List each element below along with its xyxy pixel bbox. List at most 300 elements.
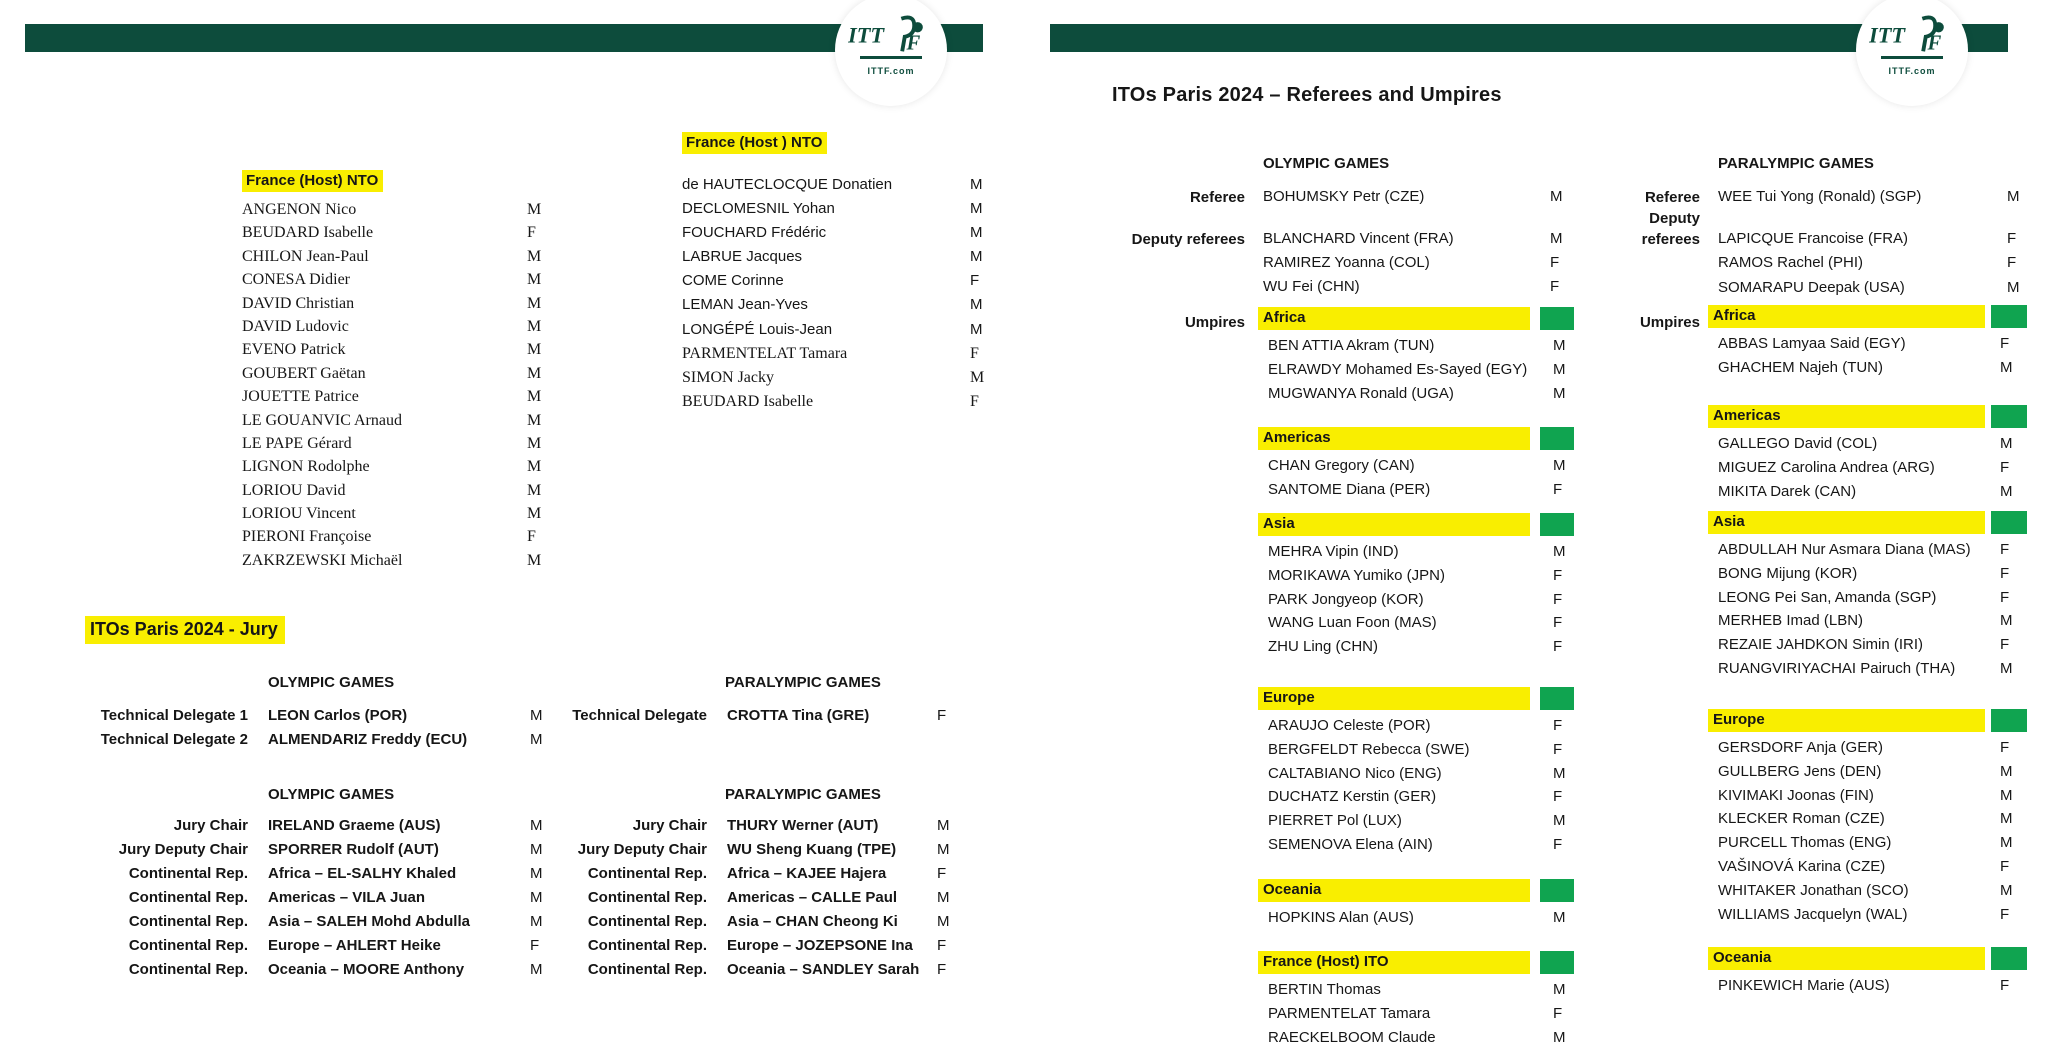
umpire-group-paralympic-americas [1708, 405, 2048, 506]
gender-value: F [970, 392, 979, 410]
person-row [242, 295, 582, 318]
person-row [242, 318, 582, 341]
gender-value: F [2000, 977, 2010, 994]
gender-value: M [527, 458, 542, 476]
person-row [1718, 483, 2048, 507]
person-row [1268, 765, 1598, 789]
gender-value: M [530, 961, 543, 979]
person-name: SPORRER Rudolf (AUT) [268, 841, 439, 859]
gender-value: M [937, 889, 950, 907]
jury-delegates-paralympic [545, 707, 1025, 731]
nto-list-1 [242, 201, 582, 575]
person-name: REZAIE JAHDKON Simin (IRI) [1718, 636, 1924, 654]
person-name: Americas – CALLE Paul [727, 889, 898, 907]
person-row [242, 528, 582, 551]
green-marker [1540, 513, 1574, 536]
role-label: Jury Chair [632, 817, 707, 834]
region-band [1708, 305, 1985, 328]
person-row [242, 365, 582, 388]
person-name: SEMENOVA Elena (AIN) [1268, 835, 1433, 853]
person-name: COME Corinne [682, 272, 784, 290]
person-name: ANGENON Nico [242, 201, 357, 218]
green-marker [1991, 305, 2027, 328]
role-label: Technical Delegate 2 [100, 731, 248, 749]
region-label: Oceania [1713, 949, 1772, 966]
role-label: Continental Rep. [128, 865, 248, 883]
role-label: Continental Rep. [587, 913, 707, 931]
person-row [1718, 279, 2048, 303]
person-row [242, 412, 582, 435]
person-row [1718, 763, 2048, 787]
region-band [1258, 951, 1530, 974]
svg-text:ITT: ITT [848, 22, 885, 48]
gender-value: M [1553, 457, 1566, 474]
gender-value: F [937, 865, 947, 883]
logo-site-text: ITTF.com [867, 66, 915, 76]
gender-value: M [1553, 384, 1566, 402]
person-row [1268, 543, 1598, 567]
person-name: PIERRET Pol (LUX) [1268, 812, 1402, 830]
gender-value: F [937, 961, 947, 979]
gender-value: M [1553, 543, 1566, 560]
person-row [682, 224, 1022, 248]
person-row [1718, 882, 2048, 906]
person-name: WU Fei (CHN) [1263, 278, 1360, 296]
gender-value: M [527, 434, 542, 452]
gender-value: F [1550, 278, 1560, 296]
jury-title: ITOs Paris 2024 - Jury [85, 616, 285, 644]
gender-value: M [527, 317, 542, 335]
person-row [682, 176, 1022, 200]
gender-value: M [527, 341, 542, 359]
ittf-logo-right [1856, 0, 1968, 106]
logo-underline [1881, 56, 1943, 59]
person-name: BERGFELDT Rebecca (SWE) [1268, 740, 1470, 758]
person-name: BEN ATTIA Akram (TUN) [1268, 337, 1435, 354]
gender-value: F [1553, 740, 1563, 758]
olympic-games-header: OLYMPIC GAMES [268, 674, 395, 691]
official-row [545, 961, 1025, 985]
gender-value: F [970, 272, 980, 290]
paralympic-games-header: PARALYMPIC GAMES [725, 786, 881, 803]
person-row [682, 369, 1022, 393]
umpire-group-paralympic-oceania [1708, 947, 2048, 1001]
umpire-group-france-host-ito [1258, 951, 1598, 1052]
person-row [242, 482, 582, 505]
region-label: Asia [1713, 513, 1745, 530]
person-name: de HAUTECLOCQUE Donatien [682, 176, 893, 193]
person-name: ZAKRZEWSKI Michaël [242, 551, 403, 569]
person-row [1268, 981, 1598, 1005]
gender-value: M [2000, 482, 2013, 500]
gender-value: F [1553, 835, 1563, 853]
region-label: Americas [1713, 407, 1781, 424]
gender-value: M [1553, 1028, 1566, 1046]
gender-value: F [2000, 335, 2010, 352]
region-band [1708, 511, 1985, 534]
green-marker [1991, 405, 2027, 428]
person-name: ALMENDARIZ Freddy (ECU) [268, 731, 468, 749]
person-name: Oceania – SANDLEY Sarah [727, 961, 920, 979]
official-row [545, 937, 1025, 961]
gender-value: M [1553, 764, 1566, 782]
paralympic-games-header: PARALYMPIC GAMES [1718, 155, 1874, 172]
gender-value: M [937, 841, 950, 859]
person-name: LORIOU David [242, 481, 346, 499]
gender-value: M [527, 551, 542, 569]
gender-value: M [2007, 278, 2020, 296]
person-name: Asia – CHAN Cheong Ki [727, 913, 898, 931]
person-row [1263, 188, 1603, 212]
role-label: Continental Rep. [587, 889, 707, 907]
person-row [1718, 335, 2048, 359]
gender-value: F [937, 707, 947, 724]
gender-value: F [1553, 590, 1563, 608]
region-band [1258, 307, 1530, 330]
person-name: THURY Werner (AUT) [727, 817, 879, 834]
umpires-label: Umpires [1184, 314, 1245, 331]
referee-label: Referee [1644, 189, 1700, 206]
person-name: PINKEWICH Marie (AUS) [1718, 977, 1890, 994]
person-name: LONGÉPÉ Louis-Jean [682, 320, 833, 338]
gender-value: M [970, 200, 983, 218]
person-name: KIVIMAKI Joonas (FIN) [1718, 786, 1874, 804]
person-name: MEHRA Vipin (IND) [1268, 543, 1399, 560]
green-marker [1540, 687, 1574, 710]
nto-list-2 [682, 176, 1022, 417]
person-row [1263, 278, 1603, 302]
umpire-group-paralympic-asia [1708, 511, 2048, 684]
gender-value: M [970, 320, 983, 338]
person-name: BEUDARD Isabelle [242, 224, 374, 242]
gender-value: M [527, 388, 542, 406]
person-row [1718, 435, 2048, 459]
official-row [545, 817, 1025, 841]
gender-value: F [1553, 788, 1563, 806]
person-row [1268, 1029, 1598, 1053]
region-label: Europe [1713, 711, 1765, 728]
person-name: Asia – SALEH Mohd Abdulla [268, 913, 470, 931]
gender-value: F [1553, 566, 1563, 584]
person-name: CALTABIANO Nico (ENG) [1268, 764, 1442, 782]
ittf-logo-left [835, 0, 947, 106]
person-name: SOMARAPU Deepak (USA) [1718, 278, 1905, 296]
official-row [545, 913, 1025, 937]
umpire-group-olympic-africa [1258, 307, 1598, 408]
gender-value: F [2007, 230, 2017, 247]
svg-text:F: F [1927, 32, 1942, 55]
gender-value: M [527, 505, 542, 523]
person-name: Europe – AHLERT Heike [268, 937, 441, 955]
person-row [682, 248, 1022, 272]
person-row [1268, 1005, 1598, 1029]
gender-value: M [527, 364, 542, 382]
gender-value: F [2000, 564, 2010, 582]
person-name: WEE Tui Yong (Ronald) (SGP) [1718, 188, 1922, 205]
person-name: BLANCHARD Vincent (FRA) [1263, 230, 1454, 247]
region-band [1708, 947, 1985, 970]
person-row [1268, 812, 1598, 836]
gender-value: M [970, 368, 985, 386]
person-name: DAVID Christian [242, 294, 355, 312]
person-row [1268, 638, 1598, 662]
person-row [1268, 385, 1598, 409]
person-row [1268, 717, 1598, 741]
region-band [1708, 405, 1985, 428]
person-name: ZHU Ling (CHN) [1268, 638, 1379, 656]
region-band [1258, 879, 1530, 902]
person-name: BOHUMSKY Petr (CZE) [1263, 188, 1425, 205]
person-row [1268, 337, 1598, 361]
ittf-logo-mark-icon [1856, 14, 1968, 56]
person-name: GOUBERT Gaëtan [242, 364, 366, 382]
person-row [242, 248, 582, 271]
role-label: Continental Rep. [128, 961, 248, 979]
person-row [1268, 591, 1598, 615]
person-name: WHITAKER Jonathan (SCO) [1718, 881, 1909, 899]
official-row [545, 865, 1025, 889]
role-label: Continental Rep. [128, 937, 248, 955]
deputy-referees-label-line2: referees [1641, 231, 1700, 248]
gender-value: M [2007, 188, 2020, 205]
paralympic-referee-row [1718, 188, 2048, 212]
gender-value: M [527, 481, 542, 499]
gender-value: M [970, 176, 983, 193]
person-row [242, 435, 582, 458]
person-row [1718, 541, 2048, 565]
gender-value: M [2000, 435, 2013, 452]
person-row [682, 345, 1022, 369]
person-row [1718, 612, 2048, 636]
person-row [1268, 457, 1598, 481]
person-name: SIMON Jacky [682, 368, 774, 386]
umpire-group-paralympic-africa [1708, 305, 2048, 383]
person-row [682, 200, 1022, 224]
jury-chairs-paralympic [545, 817, 1025, 985]
gender-value: M [530, 817, 543, 834]
gender-value: M [527, 247, 542, 265]
referee-label: Referee [1189, 189, 1245, 206]
person-name: LEON Carlos (POR) [268, 707, 408, 724]
region-label: Africa [1263, 309, 1306, 326]
gender-value: F [1553, 614, 1563, 632]
official-row [85, 731, 645, 755]
person-name: MERHEB Imad (LBN) [1718, 612, 1864, 630]
person-row [242, 552, 582, 575]
person-name: GALLEGO David (COL) [1718, 435, 1878, 452]
person-name: WILLIAMS Jacquelyn (WAL) [1718, 905, 1908, 923]
person-name: MIGUEZ Carolina Andrea (ARG) [1718, 458, 1935, 476]
person-name: CROTTA Tina (GRE) [727, 707, 870, 724]
person-name: GHACHEM Najeh (TUN) [1718, 358, 1884, 376]
logo-underline [860, 56, 922, 59]
person-name: DUCHATZ Kerstin (GER) [1268, 788, 1437, 806]
person-row [242, 224, 582, 247]
person-row [1268, 567, 1598, 591]
person-row [242, 458, 582, 481]
olympic-referee-row [1263, 188, 1603, 212]
region-band [1258, 427, 1530, 450]
gender-value: M [530, 865, 543, 883]
green-marker [1991, 947, 2027, 970]
page-title: ITOs Paris 2024 – Referees and Umpires [1112, 84, 1502, 106]
umpires-label: Umpires [1639, 314, 1700, 331]
person-row [1263, 230, 1603, 254]
person-name: SANTOME Diana (PER) [1268, 480, 1431, 498]
person-name: IRELAND Graeme (AUS) [268, 817, 441, 834]
person-row [1718, 739, 2048, 763]
person-row [1718, 359, 2048, 383]
person-name: PIERONI Françoise [242, 528, 372, 546]
person-name: LORIOU Vincent [242, 505, 356, 523]
person-row [1718, 230, 2048, 254]
person-row [1268, 909, 1598, 933]
gender-value: F [970, 344, 979, 362]
person-name: PARK Jongyeop (KOR) [1268, 590, 1424, 608]
person-name: HOPKINS Alan (AUS) [1268, 909, 1414, 926]
person-name: RAMOS Rachel (PHI) [1718, 254, 1864, 272]
gender-value: M [530, 731, 543, 749]
person-row [1718, 660, 2048, 684]
gender-value: F [2000, 458, 2010, 476]
gender-value: M [937, 913, 950, 931]
person-row [1718, 906, 2048, 930]
person-name: WANG Luan Foon (MAS) [1268, 614, 1437, 632]
deputy-referees-label: Deputy referees [1131, 231, 1245, 248]
gender-value: M [527, 201, 542, 218]
person-name: GULLBERG Jens (DEN) [1718, 762, 1882, 780]
gender-value: M [2000, 762, 2013, 780]
paralympic-games-header: PARALYMPIC GAMES [725, 674, 881, 691]
region-band [1708, 709, 1985, 732]
gender-value: F [1550, 254, 1560, 272]
gender-value: M [530, 913, 543, 931]
gender-value: F [2007, 254, 2017, 272]
person-name: Europe – JOZEPSONE Ina [727, 937, 913, 955]
gender-value: M [530, 707, 543, 724]
gender-value: M [527, 271, 542, 289]
gender-value: M [2000, 881, 2013, 899]
green-marker [1991, 511, 2027, 534]
person-row [1718, 834, 2048, 858]
ittf-logo-mark-icon [835, 14, 947, 56]
person-name: EVENO Patrick [242, 341, 346, 359]
person-name: DECLOMESNIL Yohan [682, 200, 835, 218]
green-marker [1540, 307, 1574, 330]
region-label: Oceania [1263, 881, 1322, 898]
person-name: VAŠINOVÁ Karina (CZE) [1718, 857, 1886, 875]
person-row [1718, 977, 2048, 1001]
person-row [1268, 836, 1598, 860]
official-row [545, 707, 1025, 731]
person-row [1718, 565, 2048, 589]
gender-value: M [2000, 659, 2013, 677]
umpire-group-paralympic-europe [1708, 709, 2048, 929]
person-row [242, 201, 582, 224]
umpire-group-olympic-asia [1258, 513, 1598, 662]
gender-value: M [970, 224, 983, 242]
logo-site-text: ITTF.com [1888, 66, 1936, 76]
person-name: DAVID Ludovic [242, 317, 349, 335]
person-name: LE PAPE Gérard [242, 434, 352, 452]
deputy-referees-label-line1: Deputy [1649, 210, 1700, 227]
person-name: ELRAWDY Mohamed Es-Sayed (EGY) [1268, 360, 1528, 378]
gender-value: M [2000, 834, 2013, 852]
person-name: ABBAS Lamyaa Said (EGY) [1718, 335, 1906, 352]
gender-value: F [530, 937, 540, 955]
gender-value: M [527, 294, 542, 312]
person-row [1718, 188, 2048, 212]
region-band [1258, 513, 1530, 536]
person-name: CONESA Didier [242, 271, 350, 289]
region-label: Americas [1263, 429, 1331, 446]
gender-value: M [1550, 230, 1563, 247]
person-row [1718, 858, 2048, 882]
person-row [242, 505, 582, 528]
gender-value: M [530, 889, 543, 907]
gender-value: M [2000, 612, 2013, 630]
green-marker [1540, 951, 1574, 974]
person-name: KLECKER Roman (CZE) [1718, 810, 1885, 828]
gender-value: F [2000, 905, 2010, 923]
person-name: LIGNON Rodolphe [242, 458, 370, 476]
gender-value: F [1553, 638, 1563, 656]
person-row [682, 272, 1022, 296]
gender-value: M [1553, 360, 1566, 378]
person-name: PARMENTELAT Tamara [682, 344, 848, 362]
person-name: ARAUJO Celeste (POR) [1268, 717, 1431, 734]
person-name: BEUDARD Isabelle [682, 392, 814, 410]
gender-value: M [2000, 810, 2013, 828]
olympic-games-header: OLYMPIC GAMES [268, 786, 395, 803]
gender-value: F [527, 224, 536, 242]
person-row [682, 296, 1022, 320]
person-row [1263, 254, 1603, 278]
role-label: Jury Chair [173, 817, 248, 834]
person-row [1718, 636, 2048, 660]
gender-value: F [1553, 1004, 1563, 1022]
person-name: CHAN Gregory (CAN) [1268, 457, 1415, 474]
person-row [1268, 741, 1598, 765]
role-label: Continental Rep. [587, 865, 707, 883]
gender-value: F [2000, 541, 2010, 558]
role-label: Continental Rep. [128, 889, 248, 907]
gender-value: M [1550, 188, 1563, 205]
green-marker [1540, 879, 1574, 902]
person-name: FOUCHARD Frédéric [682, 224, 827, 242]
person-name: Americas – VILA Juan [268, 889, 426, 907]
gender-value: M [970, 248, 983, 266]
person-name: RAECKELBOOM Claude [1268, 1028, 1436, 1046]
person-name: MUGWANYA Ronald (UGA) [1268, 384, 1454, 402]
nto-header-1: France (Host) NTO [242, 170, 383, 192]
gender-value: M [937, 817, 950, 834]
role-label: Continental Rep. [587, 961, 707, 979]
role-label: Technical Delegate 1 [100, 707, 248, 724]
role-label: Technical Delegate [572, 707, 707, 724]
svg-text:F: F [906, 32, 921, 55]
gender-value: F [1553, 717, 1563, 734]
person-name: CHILON Jean-Paul [242, 247, 369, 265]
person-name: LEMAN Jean-Yves [682, 296, 808, 314]
person-name: BONG Mijung (KOR) [1718, 564, 1858, 582]
gender-value: M [2000, 786, 2013, 804]
person-name: LE GOUANVIC Arnaud [242, 411, 402, 429]
nto-header-2: France (Host ) NTO [682, 132, 827, 154]
person-row [1268, 614, 1598, 638]
gender-value: F [2000, 739, 2010, 756]
gender-value: F [1553, 480, 1563, 498]
